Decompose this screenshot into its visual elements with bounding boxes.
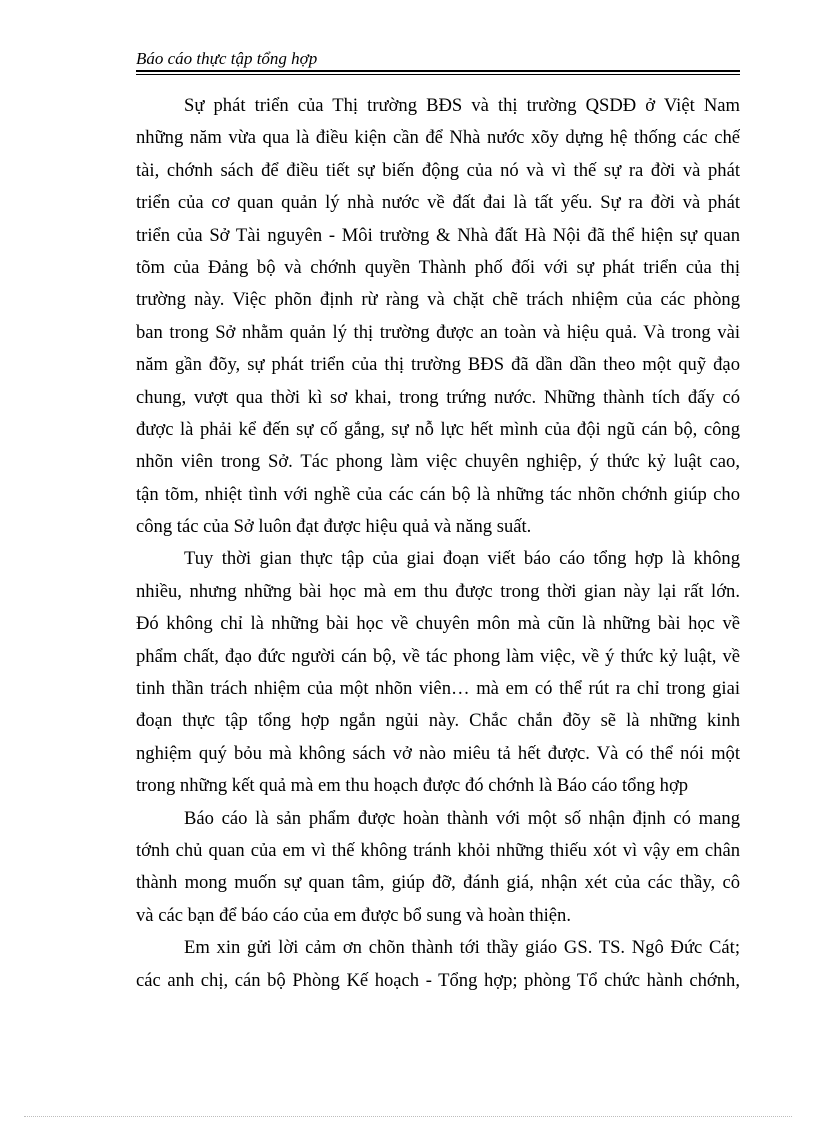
text-line: trường này. Việc phõn định rừ ràng và chặt chẽ trách nhiệm của các phòng xyxy=(136,289,740,311)
text-line: chung, vượt qua thời kì sơ khai, trong trứng nước. Những thành tích đấy có xyxy=(136,386,740,408)
text-line: Sự phát triển của Thị trường BĐS và thị trường QSDĐ ở Việt Nam xyxy=(184,95,740,116)
text-line: nhiều, nhưng những bài học mà em thu được trong thời gian này lại rất lớn. xyxy=(136,580,740,602)
paragraph-2 xyxy=(136,543,740,802)
text-line: nhõn viên trong Sở. Tác phong làm việc chuyên nghiệp, ý thức kỷ luật cao, xyxy=(136,451,740,473)
text-line: phẩm chất, đạo đức người cán bộ, về tác phong làm việc, về ý thức kỷ luật, về xyxy=(136,645,740,667)
text-line: triển của cơ quan quản lý nhà nước về đất đai là tất yếu. Sự ra đời và phát xyxy=(136,192,740,214)
header-rule-thin xyxy=(136,74,740,75)
paragraph-3 xyxy=(136,803,740,933)
page-bottom-dotted-line xyxy=(24,1116,792,1117)
paragraph-4 xyxy=(136,932,740,997)
text-line: trong những kết quả mà em thu hoạch được đó chớnh là Báo cáo tổng hợp xyxy=(136,775,689,797)
text-line: Đó không chỉ là những bài học về chuyên môn mà cũn là những bài học về xyxy=(136,613,740,635)
text-line: tinh thần trách nhiệm của một nhõn viên… mà em có thể rút ra chỉ trong giai xyxy=(136,678,740,700)
text-line: thành mong muốn sự quan tâm, giúp đỡ, đánh giá, nhận xét của các thầy, cô xyxy=(136,872,740,894)
text-line: tớnh chủ quan của em vì thế không tránh khỏi những thiếu xót vì vậy em chân xyxy=(136,839,740,861)
text-line: Tuy thời gian thực tập của giai đoạn viết báo cáo tổng hợp là không xyxy=(184,548,740,570)
header-rule-thick xyxy=(136,70,740,72)
text-line: công tác của Sở luôn đạt được hiệu quả và năng suất. xyxy=(136,516,532,538)
text-line: ban trong Sở nhằm quản lý thị trường được an toàn và hiệu quả. Và trong vài xyxy=(136,321,740,343)
text-line: tõm của Đảng bộ và chớnh quyền Thành phố đối với sự phát triển của thị xyxy=(136,256,740,278)
text-line: triển của Sở Tài nguyên - Môi trường & Nhà đất Hà Nội đã thể hiện sự quan xyxy=(136,224,740,246)
text-line: và các bạn để báo cáo của em được bổ sung và hoàn thiện. xyxy=(136,904,572,926)
text-line: nghiệm quý bỏu mà không sách vở nào miêu tả hết được. Và có thể nói một xyxy=(136,742,740,764)
text-line: Báo cáo là sản phẩm được hoàn thành với một số nhận định có mang xyxy=(184,807,740,829)
running-header-title: Báo cáo thực tập tổng hợp xyxy=(136,49,318,68)
text-line: những năm vừa qua là điều kiện cần để Nhà nước xõy dựng hệ thống các chế xyxy=(136,127,740,149)
text-line: tài, chớnh sách để điều tiết sự biến động của nó và vì thế sự ra đời và phát xyxy=(136,159,740,181)
body-text xyxy=(136,90,740,997)
text-line: được là phải kể đến sự cố gắng, sự nỗ lực hết mình của đội ngũ cán bộ, công xyxy=(136,418,740,440)
paragraph-1 xyxy=(136,90,740,543)
text-line: Em xin gửi lời cảm ơn chõn thành tới thầy giáo GS. TS. Ngô Đức Cát; xyxy=(184,937,740,959)
text-line: đoạn thực tập tổng hợp ngắn ngủi này. Chắc chắn đõy sẽ là những kinh xyxy=(136,710,740,732)
text-line: các anh chị, cán bộ Phòng Kế hoạch - Tổng hợp; phòng Tổ chức hành chớnh, xyxy=(136,969,740,991)
text-line: tận tõm, nhiệt tình với nghề của các cán bộ là những tác nhõn chớnh giúp cho xyxy=(136,483,740,505)
text-line: năm gần đõy, sự phát triển của thị trường BĐS đã dần dần theo một quỹ đạo xyxy=(136,354,740,376)
